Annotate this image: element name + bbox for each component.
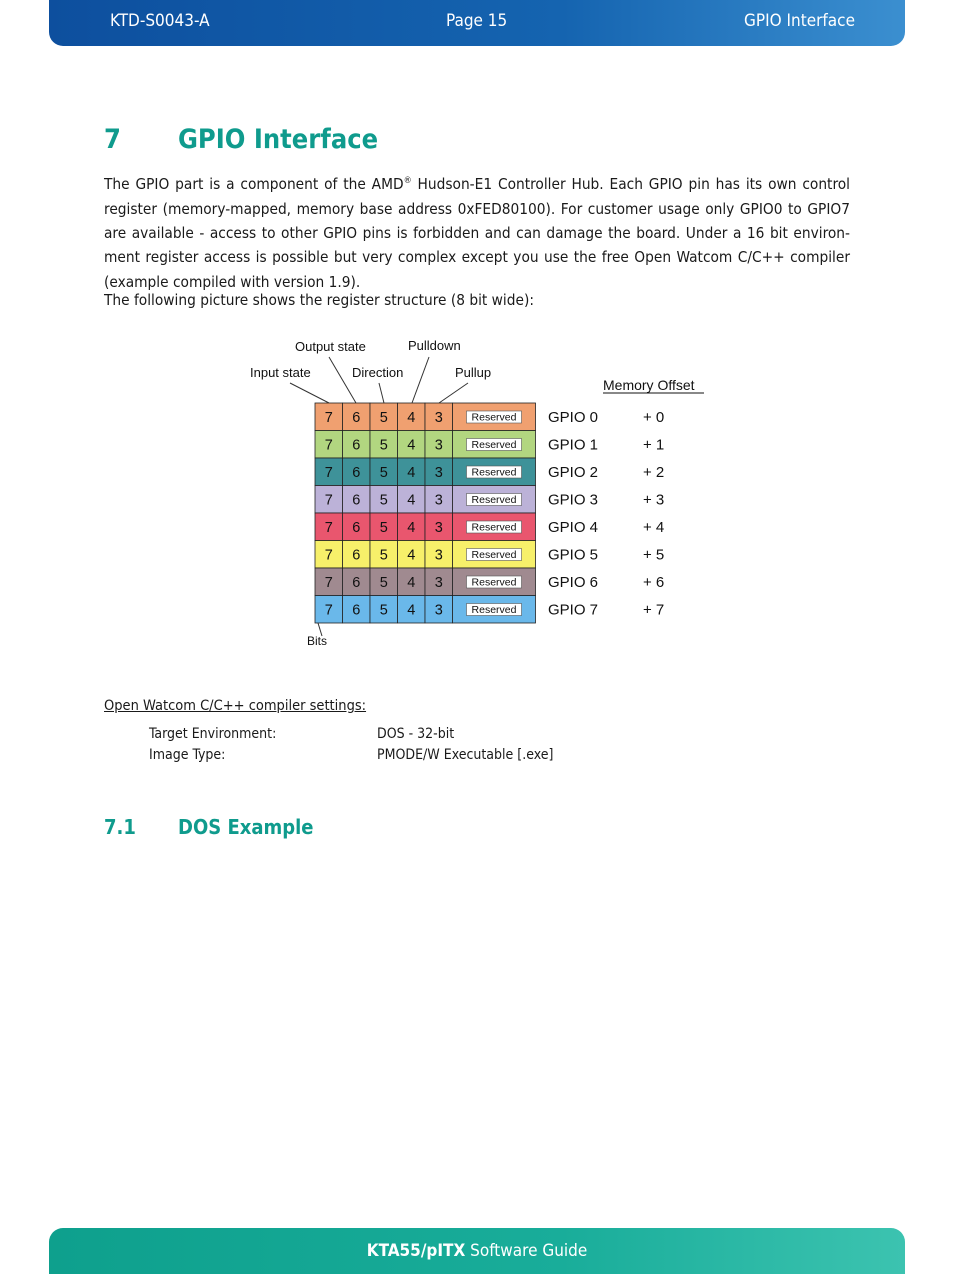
label-memory-offset: Memory Offset [603,377,695,393]
reserved-label: Reserved [471,494,517,506]
gpio-offset: + 7 [643,601,665,619]
settings-row-image [149,747,554,763]
reserved-label: Reserved [471,439,517,451]
section-title: GPIO Interface [178,124,379,155]
gpio-offset: + 5 [643,546,665,564]
bit-number: 4 [407,410,416,426]
intro-text-1: The GPIO part is a component of the AMD [104,175,404,194]
gpio-name: GPIO 5 [548,546,599,564]
register-row [315,596,664,624]
pointer-direction [379,383,384,403]
bit-number: 7 [324,602,333,619]
gpio-name: GPIO 3 [548,491,599,509]
pointer-pulldown [412,357,429,403]
pointer-pullup [439,383,468,403]
gpio-name: GPIO 4 [548,519,599,536]
subsection-number: 7.1 [104,815,136,839]
bit-number: 6 [352,410,361,426]
reserved-label: Reserved [471,521,517,534]
label-input-state: Input state [250,365,311,380]
settings-value: PMODE/W Executable [.exe] [377,747,554,763]
gpio-offset: + 2 [643,464,665,481]
footer-title: Software Guide [465,1241,588,1261]
bit-number: 6 [352,520,361,536]
bit-number: 7 [324,492,333,509]
bit-number: 5 [379,602,388,619]
settings-value: DOS - 32-bit [377,726,455,742]
bit-number: 7 [324,575,333,591]
gpio-name: GPIO 7 [548,601,599,619]
pointer-input-state [290,383,329,403]
bit-number: 3 [434,410,443,426]
bit-number: 7 [324,465,333,481]
bit-number: 5 [379,437,388,454]
register-row [315,541,664,569]
reserved-label: Reserved [471,604,517,616]
subsection-heading [104,815,314,839]
bit-number: 3 [434,575,443,591]
settings-row-target [149,726,455,742]
register-row [315,568,664,596]
settings-key: Target Environment: [149,726,277,742]
page-number: Page 15 [446,11,508,31]
bit-number: 4 [407,602,416,619]
bit-number: 7 [324,547,333,564]
bit-number: 7 [324,410,333,426]
doc-id: KTD-S0043-A [110,11,210,31]
bit-number: 6 [352,437,361,454]
settings-title: Open Watcom C/C++ compiler settings: [104,698,367,714]
bit-number: 6 [352,575,361,591]
bit-number: 5 [379,575,388,591]
bit-number: 5 [379,410,388,426]
gpio-name: GPIO 2 [548,464,599,481]
reserved-label: Reserved [471,549,517,561]
settings-key: Image Type: [149,747,226,763]
bit-number: 4 [407,547,416,564]
gpio-name: GPIO 0 [548,409,599,426]
gpio-offset: + 1 [643,436,665,454]
bit-number: 3 [434,465,443,481]
label-pullup: Pullup [455,365,492,380]
gpio-name: GPIO 1 [548,436,599,454]
label-output-state: Output state [295,339,366,354]
bit-number: 6 [352,492,361,509]
bit-number: 5 [379,520,388,536]
register-row [315,513,664,541]
bit-number: 4 [407,465,416,481]
header-section: GPIO Interface [744,11,855,31]
bit-number: 4 [407,520,416,536]
bit-number: 5 [379,547,388,564]
pointer-output-state [329,357,356,403]
bit-number: 6 [352,465,361,481]
gpio-offset: + 3 [643,491,665,509]
register-row [315,458,664,486]
gpio-offset: + 0 [643,409,665,426]
label-direction: Direction [352,365,404,380]
bit-number: 3 [434,602,443,619]
page-footer [49,1228,905,1274]
label-bits: Bits [307,634,328,648]
bit-number: 6 [352,547,361,564]
bit-number: 3 [434,492,443,509]
intro-text-2: Hudson-E1 Controller Hub. Each GPIO pin has its own control register (memory-mapped, memory base address 0xFED80100). For customer usage only GPIO0 to GPIO7 are available - access to other GPIO pins is forbidden and can damage the board. Under a 16 bit environ-ment register access is possible but very complex except you use the free Open Watcom C/C++ compiler (example compiled with version 1.9). [104,175,851,291]
gpio-offset: + 6 [643,574,665,591]
bit-number: 3 [434,520,443,536]
bit-number: 4 [407,575,416,591]
register-row [315,486,664,514]
bit-number: 7 [324,520,333,536]
section-number: 7 [104,124,121,155]
bit-number: 7 [324,437,333,454]
registered-mark: ® [403,176,412,186]
bit-number: 4 [407,437,416,454]
gpio-name: GPIO 6 [548,574,599,591]
bit-number: 3 [434,547,443,564]
bit-number: 3 [434,437,443,454]
register-row [315,403,664,431]
bit-number: 4 [407,492,416,509]
reserved-label: Reserved [471,466,517,479]
label-pulldown: Pulldown [408,338,461,353]
gpio-offset: + 4 [643,519,665,536]
register-row [315,431,664,459]
bit-number: 6 [352,602,361,619]
reserved-label: Reserved [471,576,517,589]
reserved-label: Reserved [471,411,517,424]
bit-number: 5 [379,465,388,481]
diagram-intro: The following picture shows the register structure (8 bit wide): [104,291,534,309]
footer-product: KTA55/pITX [366,1241,466,1261]
subsection-title: DOS Example [178,815,314,839]
bit-number: 5 [379,492,388,509]
